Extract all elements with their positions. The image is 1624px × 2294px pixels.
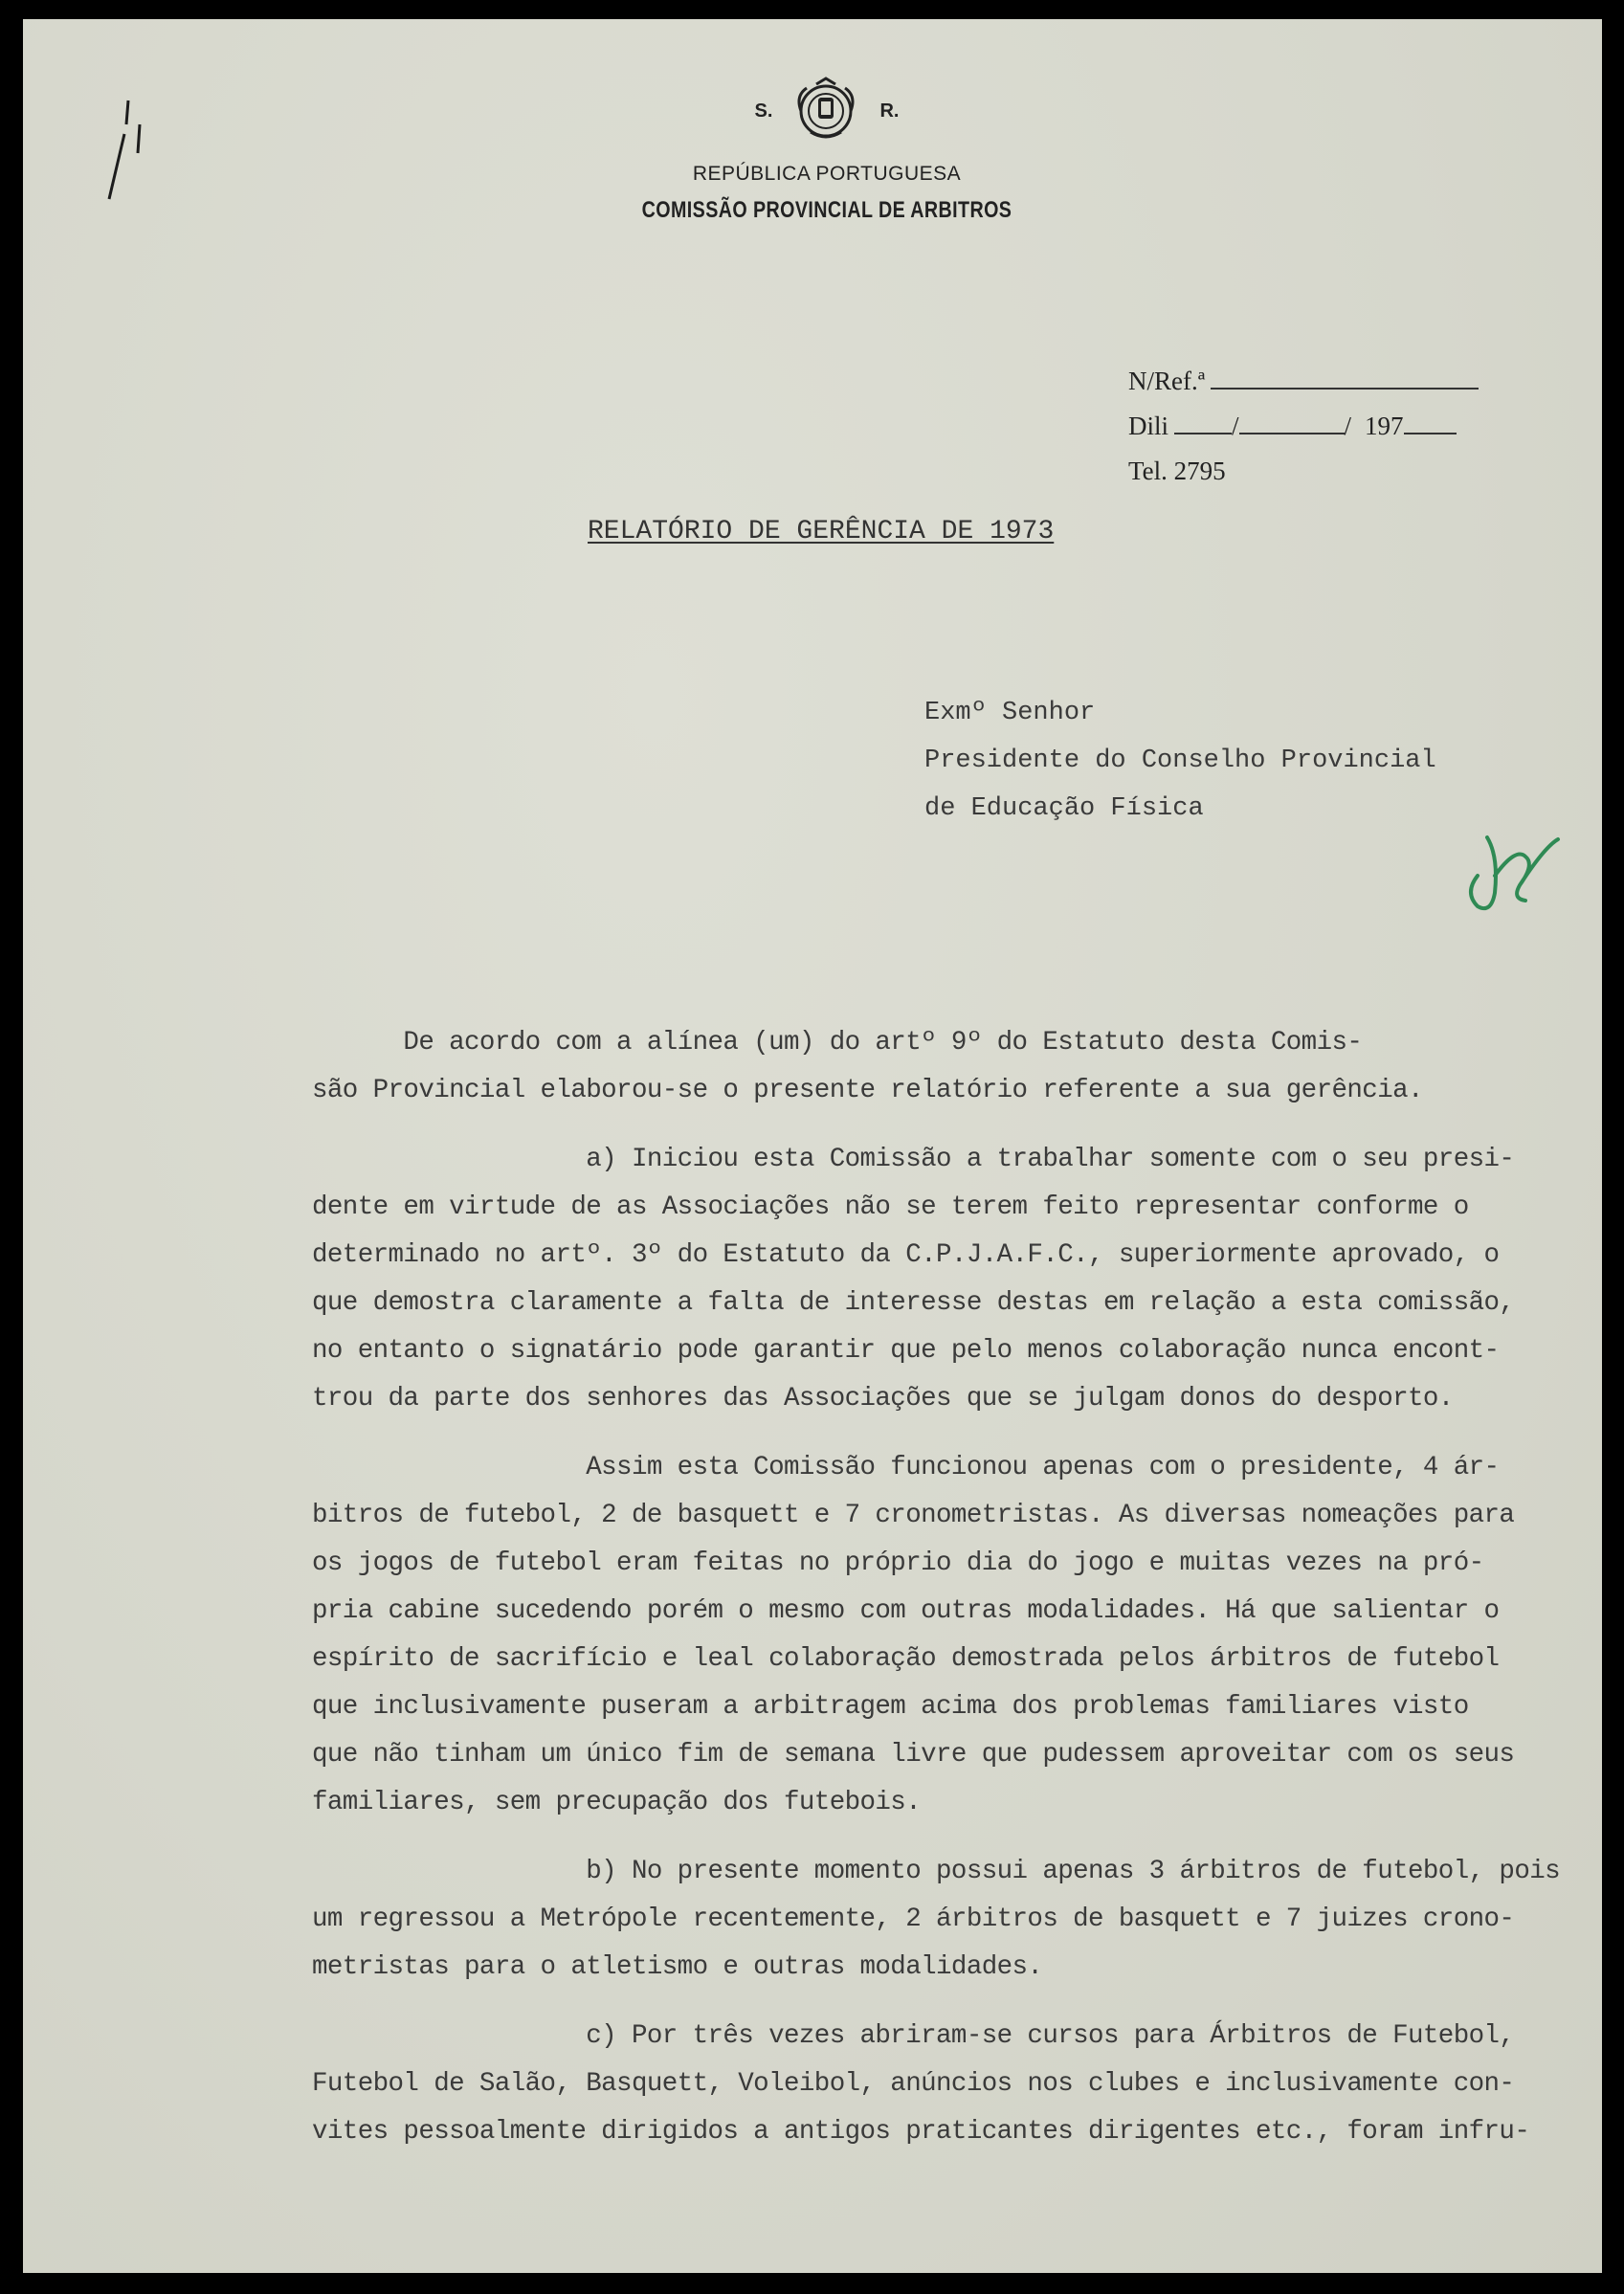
year-blank	[1404, 412, 1457, 434]
addressee-block	[924, 689, 1436, 833]
body-line: são Provincial elaborou-se o presente relatório referente a sua gerência.	[312, 1076, 1423, 1105]
body-line: Futebol de Salão, Basquett, Voleibol, anúncios nos clubes e inclusivamente con-	[312, 2069, 1515, 2099]
tel-line	[1128, 449, 1479, 494]
republic-heading: REPÚBLICA PORTUGUESA	[692, 163, 962, 185]
reference-line	[1128, 359, 1479, 404]
addressee-line-3: de Educação Física	[924, 794, 1204, 823]
crest-row	[578, 77, 1076, 145]
document-page	[23, 19, 1602, 2273]
handwritten-initials	[1458, 818, 1564, 924]
paragraph-intro	[312, 1019, 1580, 1115]
month-blank	[1239, 412, 1345, 434]
place-label: Dili	[1128, 412, 1169, 440]
body-line: trou da parte dos senhores das Associações que se julgam donos do desporto.	[312, 1384, 1454, 1414]
year-prefix: 197	[1365, 412, 1404, 440]
body-line: os jogos de futebol eram feitas no próprio dia do jogo e muitas vezes na pró-	[312, 1548, 1484, 1578]
reference-block	[1128, 359, 1479, 494]
body-line: que inclusivamente puseram a arbitragem acima dos problemas familiares visto	[312, 1692, 1469, 1722]
paragraph-c	[312, 2013, 1580, 2156]
paragraph-b	[312, 1848, 1580, 1992]
letterhead	[578, 77, 1076, 224]
body-line: determinado no artº. 3º do Estatuto da C.P.J.A.F.C., superiormente aprovado, o	[312, 1240, 1500, 1270]
coat-of-arms-icon	[791, 77, 860, 145]
body-line: um regressou a Metrópole recentemente, 2 árbitros de basquett e 7 juizes crono-	[312, 1904, 1515, 1934]
telephone: Tel. 2795	[1128, 457, 1226, 485]
pen-mark	[100, 96, 157, 201]
paragraph-assim	[312, 1444, 1580, 1827]
addressee-line-2: Presidente do Conselho Provincial	[924, 746, 1436, 775]
body-line: metristas para o atletismo e outras modalidades.	[312, 1952, 1043, 1982]
reference-label: N/Ref.ª	[1128, 367, 1206, 395]
body-line: a) Iniciou esta Comissão a trabalhar somente com o seu presi-	[312, 1145, 1515, 1174]
date-separator-1: /	[1232, 412, 1239, 440]
body-line: no entanto o signatário pode garantir que pelo menos colaboração nunca encont-	[312, 1336, 1500, 1366]
paragraph-a	[312, 1136, 1580, 1423]
body-line: familiares, sem precupação dos futebois.	[312, 1788, 922, 1817]
letterhead-left-letter: S.	[754, 100, 773, 122]
body-line: dente em virtude de as Associações não se terem feito representar conforme o	[312, 1192, 1469, 1222]
day-blank	[1174, 412, 1232, 434]
report-body	[312, 1019, 1580, 2177]
body-line: pria cabine sucedendo porém o mesmo com outras modalidades. Há que salientar o	[312, 1596, 1500, 1626]
body-line: que demostra claramente a falta de interesse destas em relação a esta comissão,	[312, 1288, 1515, 1318]
addressee-line-1: Exmº Senhor	[924, 699, 1096, 727]
reference-blank	[1211, 367, 1479, 390]
commission-heading: COMISSÃO PROVINCIAL DE ARBITROS	[641, 197, 1012, 223]
date-line	[1128, 404, 1479, 449]
date-separator-2: /	[1344, 412, 1352, 440]
body-line: c) Por três vezes abriram-se cursos para Árbitros de Futebol,	[312, 2021, 1515, 2051]
body-line: vites pessoalmente dirigidos a antigos praticantes dirigentes etc., foram infru-	[312, 2117, 1530, 2147]
body-line: Assim esta Comissão funcionou apenas com o presidente, 4 ár-	[312, 1453, 1500, 1482]
body-line: que não tinham um único fim de semana livre que pudessem aproveitar com os seus	[312, 1740, 1515, 1770]
letterhead-right-letter: R.	[879, 100, 900, 122]
body-line: b) No presente momento possui apenas 3 árbitros de futebol, pois	[312, 1857, 1561, 1886]
body-line: espírito de sacrifício e leal colaboração demostrada pelos árbitros de futebol	[312, 1644, 1500, 1674]
body-line: De acordo com a alínea (um) do artº 9º do Estatuto desta Comis-	[312, 1028, 1363, 1058]
report-title: RELATÓRIO DE GERÊNCIA DE 1973	[588, 517, 1055, 546]
body-line: bitros de futebol, 2 de basquett e 7 cronometristas. As diversas nomeações para	[312, 1501, 1515, 1530]
